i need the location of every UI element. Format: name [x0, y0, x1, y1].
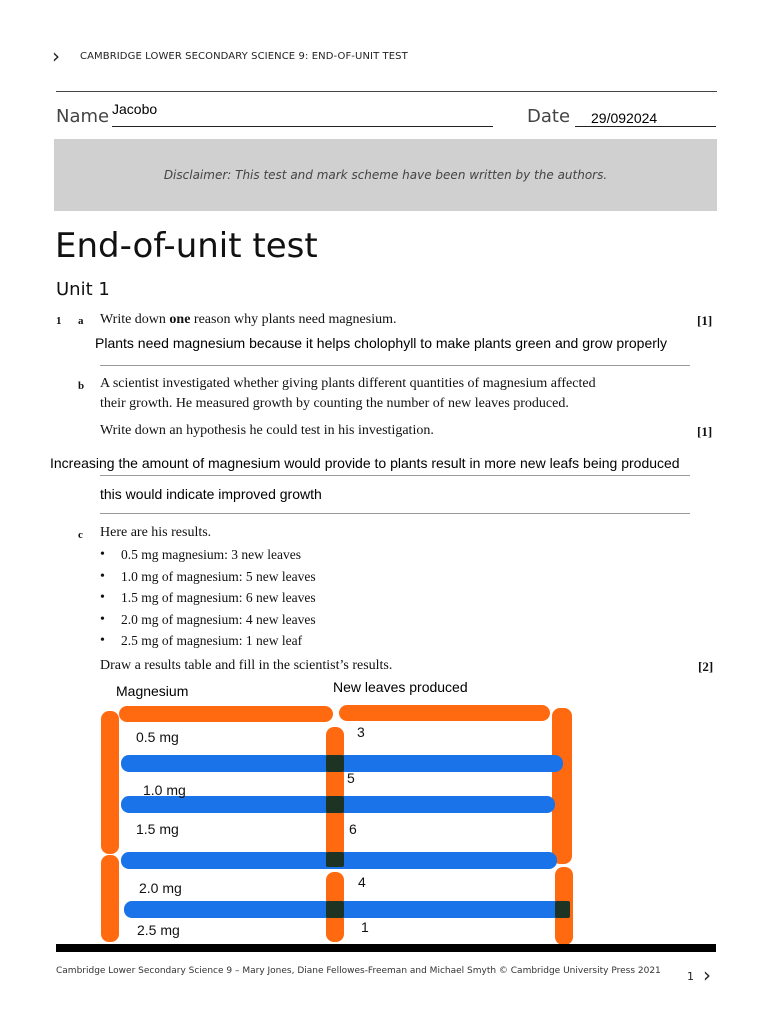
question-b-text-line2: their growth. He measured growth by counting the number of new leaves produced. [100, 396, 569, 411]
answer-line [100, 475, 690, 476]
table-cell: 1.5 mg [136, 821, 179, 837]
table-cell: 1.0 mg [143, 782, 186, 798]
table-top-line-right [339, 705, 550, 721]
footer-credit: Cambridge Lower Secondary Science 9 – Mary Jones, Diane Fellowes-Freeman and Michael Smyth © Cambridge University Press 2021 [56, 966, 661, 976]
table-cell: 6 [349, 821, 357, 837]
question-b-answer-line1[interactable]: Increasing the amount of magnesium would provide to plants result in more new leafs being produced [50, 455, 680, 471]
question-c-prompt: Draw a results table and fill in the scientist’s results. [100, 658, 393, 673]
table-cell: 3 [357, 724, 365, 740]
line-overlap [326, 796, 344, 813]
answer-line [100, 365, 690, 366]
list-item: • 0.5 mg magnesium: 3 new leaves [100, 546, 316, 568]
question-a-text: Write down one reason why plants need magnesium. [100, 312, 397, 327]
question-a-marks: [1] [697, 313, 713, 328]
line-overlap [326, 852, 344, 867]
date-label: Date [527, 106, 571, 127]
question-c-letter: c [78, 529, 83, 541]
question-c-intro: Here are his results. [100, 525, 212, 540]
table-cell: 4 [358, 874, 366, 890]
date-value: 29/092024 [591, 110, 658, 126]
results-list [100, 546, 316, 654]
list-item: • 1.0 mg of magnesium: 5 new leaves [100, 568, 316, 590]
chevron-right-icon[interactable]: › [703, 963, 711, 987]
disclaimer-box [54, 139, 717, 211]
table-cell: 2.5 mg [137, 922, 180, 938]
name-label: Name [56, 106, 110, 127]
answer-line [100, 513, 690, 514]
chevron-right-icon: › [52, 44, 60, 68]
question-b-text-line1: A scientist investigated whether giving plants different quantities of magnesium affected [100, 376, 596, 391]
question-c-marks: [2] [698, 659, 714, 674]
line-overlap [326, 901, 344, 918]
page-title: End-of-unit test [55, 226, 318, 266]
list-item: • 1.5 mg of magnesium: 6 new leaves [100, 589, 316, 611]
question-b-letter: b [78, 380, 85, 392]
list-item: • 2.0 mg of magnesium: 4 new leaves [100, 611, 316, 633]
table-right-border-upper [552, 708, 572, 864]
table-top-line-left [119, 706, 333, 722]
table-row-line [124, 901, 570, 918]
disclaimer-text: Disclaimer: This test and mark scheme have been written by the authors. [163, 168, 608, 182]
page-number: 1 [687, 970, 694, 983]
table-cell: 2.0 mg [139, 880, 182, 896]
line-overlap [326, 755, 344, 772]
question-a-answer[interactable]: Plants need magnesium because it helps cholophyll to make plants green and grow properly [95, 335, 668, 351]
name-value: Jacobo [112, 101, 158, 117]
line-overlap [555, 901, 570, 918]
question-b-marks: [1] [697, 424, 713, 439]
table-left-border-lower [101, 855, 119, 942]
table-cell: 0.5 mg [136, 729, 179, 745]
date-field-line[interactable] [575, 126, 716, 127]
header-divider [56, 91, 717, 92]
question-a-letter: a [78, 315, 84, 327]
table-cell: 1 [361, 919, 369, 935]
name-field-line[interactable] [112, 126, 493, 127]
table-left-border-upper [101, 711, 119, 854]
table-header-magnesium: Magnesium [116, 683, 189, 699]
question-b-prompt: Write down an hypothesis he could test in his investigation. [100, 423, 434, 438]
question-number: 1 [56, 315, 62, 327]
question-b-answer-line2[interactable]: this would indicate improved growth [100, 486, 322, 502]
footer-bar [56, 944, 716, 952]
unit-label: Unit 1 [56, 279, 110, 300]
table-cell: 5 [347, 770, 355, 786]
header-title: CAMBRIDGE LOWER SECONDARY SCIENCE 9: END-OF-UNIT TEST [80, 51, 408, 62]
list-item: • 2.5 mg of magnesium: 1 new leaf [100, 632, 316, 654]
table-header-leaves: New leaves produced [333, 679, 468, 695]
